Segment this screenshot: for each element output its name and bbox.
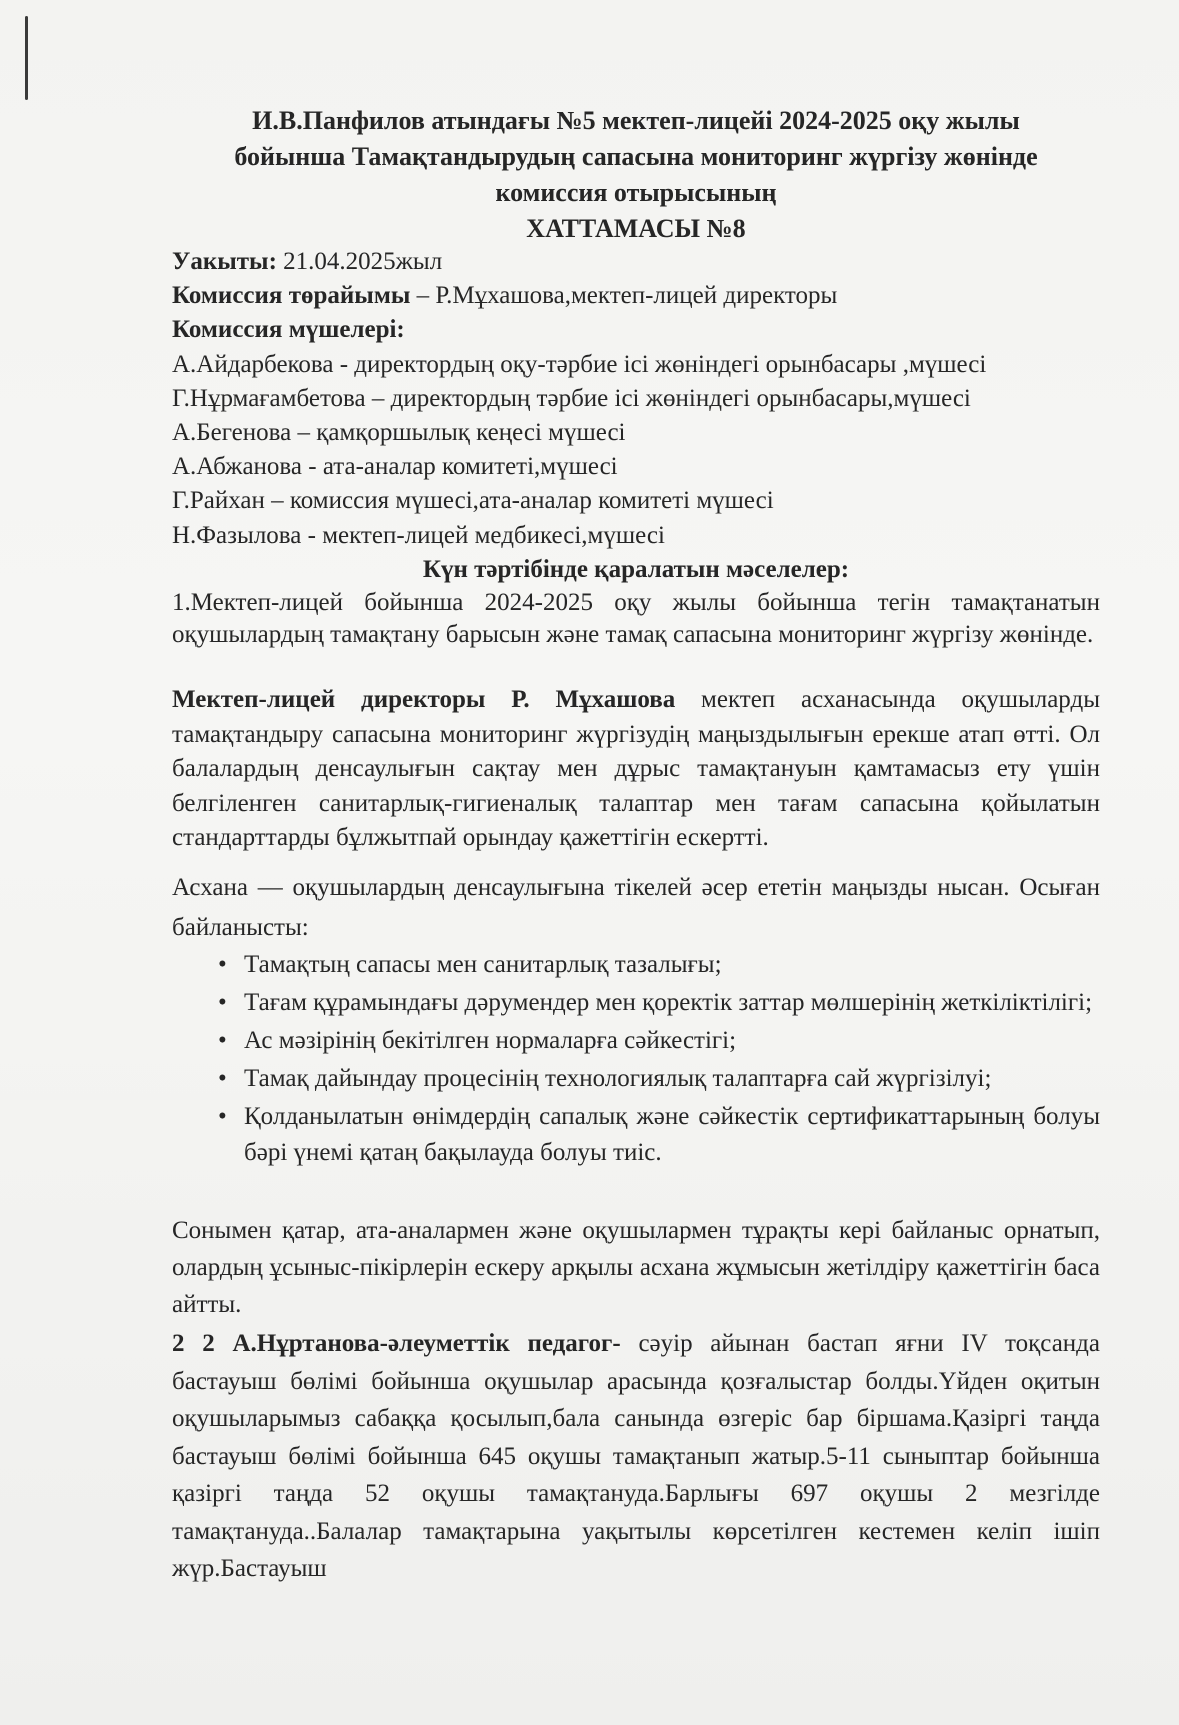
date-value: 21.04.2025жыл [276, 248, 443, 275]
title-line: комиссия отырысының [495, 178, 777, 207]
title-line: И.В.Панфилов атындағы №5 мектеп-лицейі 2024-2025 оқу жылы [252, 106, 1020, 135]
requirements-list [172, 947, 1100, 1173]
agenda [172, 554, 1100, 652]
agenda-heading: Күн тәртібінде қаралатын мәселелер: [422, 556, 850, 583]
protocol-number: ХАТТАМАСЫ №8 [526, 214, 746, 243]
canteen-paragraph: Асхана — оқушылардың денсаулығына тікелей әсер ететін маңызды нысан. Осыған байланысты: [172, 874, 1100, 941]
chair-value: – Р.Мұхашова,мектеп-лицей директоры [410, 282, 838, 310]
document-title [172, 103, 1100, 247]
speaker-name: Мектеп-лицей директоры Р. Мұхашова [172, 686, 676, 713]
feedback-paragraph: Сонымен қатар, ата-аналармен және оқушылармен тұрақты кері байланыс орнатып, олардың ұсыныс-пікірлерін ескеру арқылы асхана жұмысын жетілдіру қажеттігін баса айтты. [172, 1217, 1100, 1318]
meeting-date [172, 245, 1100, 279]
section-2-paragraph [172, 1325, 1100, 1588]
date-label: Уакыты: [172, 248, 277, 275]
chair-label: Комиссия төрайымы [172, 282, 411, 310]
paragraph-text: сәуір айынан бастап яғни IV тоқсанда бастауыш бөлімі бойынша оқушылар арасында қозғалыстар болды.Үйден оқитын оқушыларымыз сабаққа қосылып,бала санында өзгеріс бар біршама.Қазіргі таңда бастауыш бөлімі бойынша 645 оқушы тамақтанып жатыр.5-11 сыныптар бойынша қазіргі таңда 52 оқушы тамақтануда.Барлығы 697 оқушы 2 мезгілде тамақтануда..Балалар тамақтарына уақытылы көрсетілген кестемен келіп ішіп жүр.Бастауыш [172, 1330, 1100, 1582]
page-edge-mark [25, 16, 28, 100]
list-item: • Тамақ дайындау процесінің технологиялық талаптарға сай жүргізілуі; [172, 1061, 1100, 1097]
member-item: А.Бегенова – қамқоршылық кеңесі мүшесі [172, 419, 626, 447]
members-label: Комиссия мүшелері: [172, 316, 405, 344]
agenda-item: 1.Мектеп-лицей бойынша 2024-2025 оқу жылы бойынша тегін тамақтанатын оқушылардың тамақтану барысын және тамақ сапасына мониторинг жүргізу жөнінде. [172, 588, 1100, 648]
paragraph-text: мектеп асханасында оқушыларды тамақтандыру сапасына мониторинг жүргізудің маңыздылығын ерекше атап өтті. Ол балалардың денсаулығын сақтау мен дұрыс тамақтануын қамтамасыз ету үшін белгіленген санитарлық-гигиеналық талаптар мен тағам сапасына қойылатын стандарттарды бұлжытпай орындау қажеттігін ескертті. [172, 686, 1100, 851]
list-item: • Тамақтың сапасы мен санитарлық тазалығы; [172, 947, 1100, 983]
commission-chair [172, 279, 1100, 313]
director-paragraph [172, 683, 1100, 856]
title-line: бойынша Тамақтандырудың сапасына мониторинг жүргізу жөнінде [234, 142, 1038, 171]
member-item: А.Айдарбекова - директордың оқу-тәрбие ісі жөніндегі орынбасары ,мүшесі [172, 350, 987, 378]
list-item: • Қолданылатын өнімдердің сапалық және сәйкестік сертификаттарының болуы бәрі үнемі қатаң бақылауда болуы тиіс. [172, 1099, 1100, 1171]
speaker-name: 2 2 А.Нұртанова-әлеуметтік педагог- [172, 1330, 621, 1357]
member-item: Г.Райхан – комиссия мүшесі,ата-аналар комитеті мүшесі [172, 487, 774, 515]
member-item: А.Абжанова - ата-аналар комитеті,мүшесі [172, 453, 618, 481]
list-item: • Ас мәзірінің бекітілген нормаларға сәйкестігі; [172, 1023, 1100, 1059]
meeting-info [172, 245, 1100, 553]
member-item: Н.Фазылова - мектеп-лицей медбикесі,мүшесі [172, 521, 665, 549]
member-item: Г.Нұрмағамбетова – директордың тәрбие ісі жөніндегі орынбасары,мүшесі [172, 384, 971, 412]
list-item: • Тағам құрамындағы дәрумендер мен қоректік заттар мөлшерінің жеткіліктілігі; [172, 985, 1100, 1021]
